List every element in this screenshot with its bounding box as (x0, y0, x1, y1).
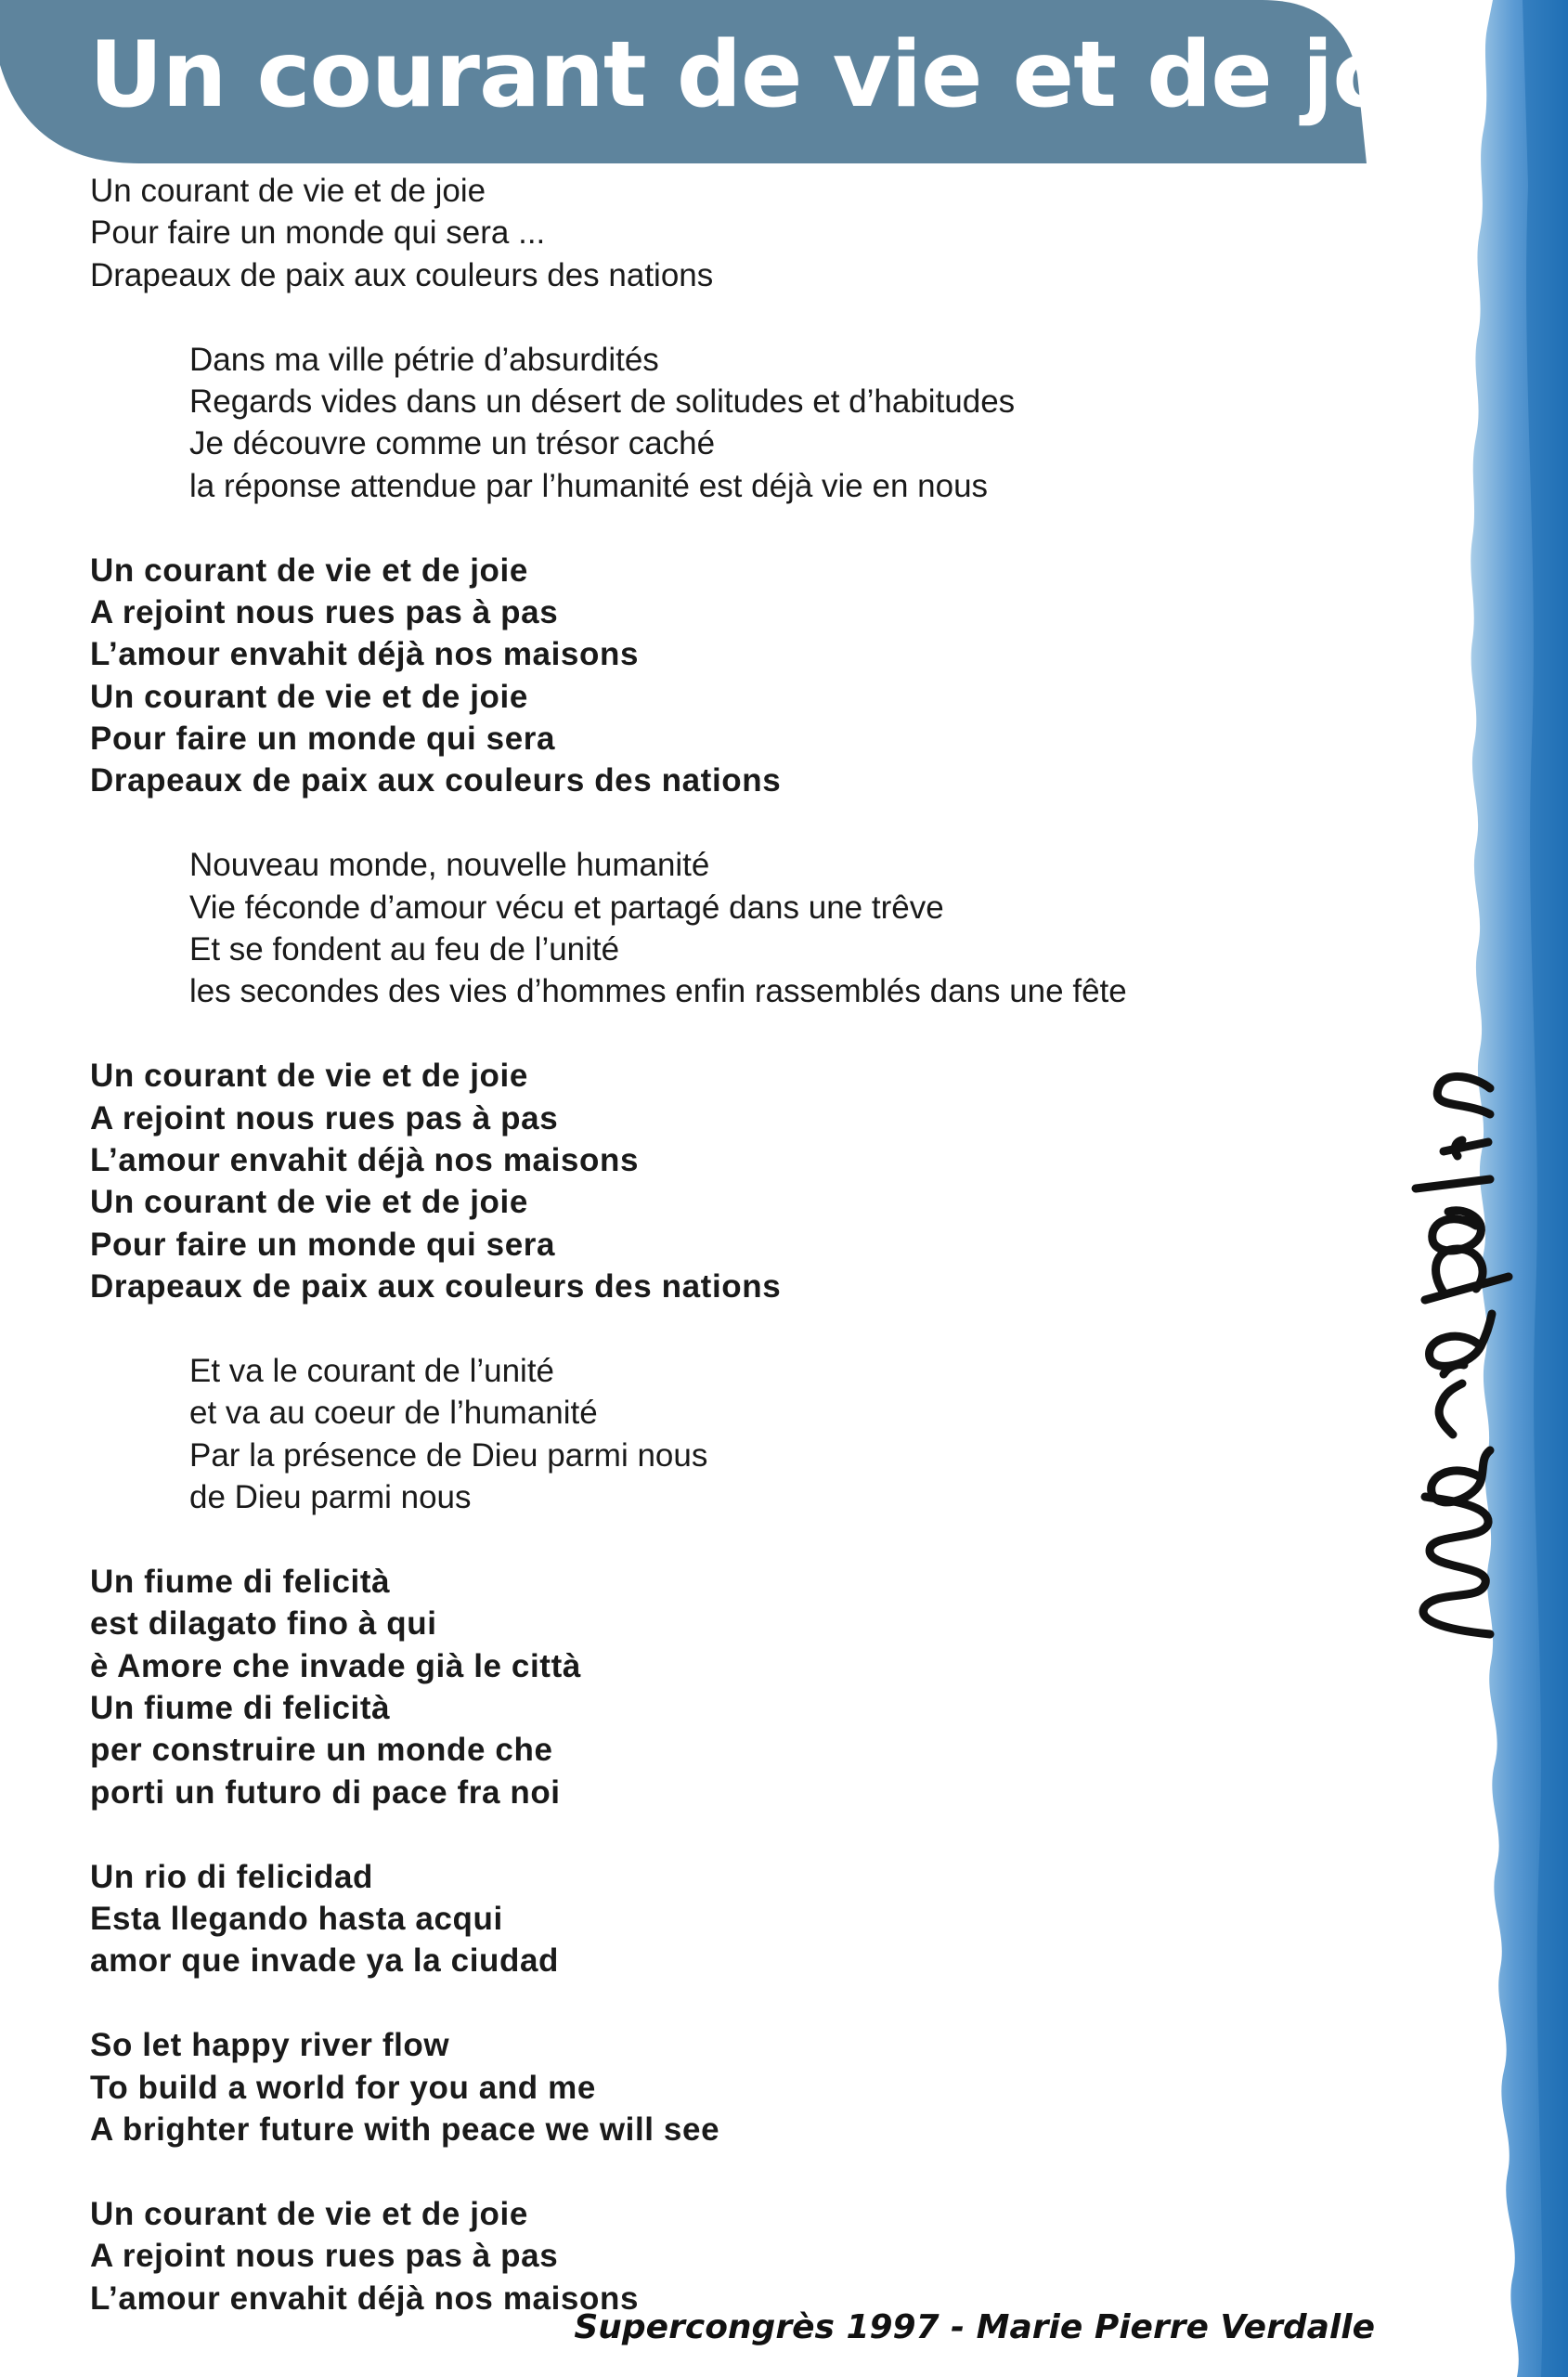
lyric-line: Drapeaux de paix aux couleurs des nations (90, 1268, 782, 1305)
intro-stanza (90, 170, 1390, 296)
lyric-line: L’amour envahit déjà nos maisons (90, 636, 640, 673)
lyric-line: Esta llegando hasta acqui (90, 1901, 503, 1938)
lyric-line: So let happy river flow (90, 2027, 450, 2064)
lyric-line: Vie féconde d’amour vécu et partagé dans une trêve (189, 889, 944, 926)
lyric-line: Un courant de vie et de joie (90, 1184, 528, 1221)
lyric-line: Un courant de vie et de joie (90, 2195, 528, 2232)
page-title: Un courant de vie et de joie (89, 22, 1485, 128)
lyric-line: Un courant de vie et de joie (90, 678, 528, 715)
verse-stanza (90, 339, 1390, 508)
lyric-line: amor que invade ya la ciudad (90, 1942, 560, 1980)
lyric-line: è Amore che invade già le città (90, 1647, 581, 1684)
mariapolis-signature (1388, 743, 1527, 1653)
lyric-line: la réponse attendue par l’humanité est déjà vie en nous (189, 467, 989, 504)
lyric-line: L’amour envahit déjà nos maisons (90, 2280, 640, 2317)
lyric-line: L’amour envahit déjà nos maisons (90, 1141, 640, 1178)
lyric-line: Un courant de vie et de joie (90, 1058, 528, 1095)
lyric-line: Un fiume di felicità (90, 1690, 391, 1727)
lyric-line: A rejoint nous rues pas à pas (90, 2238, 559, 2275)
refrain-stanza (90, 1055, 1390, 1307)
lyric-line: Regards vides dans un désert de solitudes et d’habitudes (189, 383, 1016, 420)
lyric-line: Je découvre comme un trésor caché (189, 425, 716, 462)
refrain-stanza (90, 550, 1390, 802)
lyric-line: A brighter future with peace we will see (90, 2111, 720, 2148)
lyric-line: Pour faire un monde qui sera (90, 721, 556, 758)
refrain-stanza (90, 1561, 1390, 1813)
credit-line: Supercongrès 1997 - Marie Pierre Verdalle (574, 2308, 1375, 2346)
lyric-line: de Dieu parmi nous (189, 1479, 472, 1516)
title-banner (0, 0, 1485, 163)
lyric-line: A rejoint nous rues pas à pas (90, 1099, 559, 1137)
lyric-line: Dans ma ville pétrie d’absurdités (189, 341, 659, 378)
lyric-line: Pour faire un monde qui sera ... (90, 214, 546, 252)
lyrics-body (90, 170, 1390, 2319)
lyric-line: les secondes des vies d’hommes enfin rassemblés dans une fête (189, 973, 1127, 1010)
lyric-line: Pour faire un monde qui sera (90, 1226, 556, 1263)
refrain-stanza (90, 1856, 1390, 1982)
lyric-line: Par la présence de Dieu parmi nous (189, 1436, 708, 1474)
refrain-stanza (90, 2024, 1390, 2150)
refrain-stanza (90, 2193, 1390, 2319)
lyric-line: Drapeaux de paix aux couleurs des nations (90, 256, 714, 293)
lyric-line: Un fiume di felicità (90, 1563, 391, 1600)
lyric-line: Nouveau monde, nouvelle humanité (189, 847, 710, 884)
lyric-line: To build a world for you and me (90, 2069, 596, 2106)
lyric-line: et va au coeur de l’humanité (189, 1395, 598, 1432)
lyric-line: Et va le courant de l’unité (189, 1352, 555, 1389)
verse-stanza (90, 844, 1390, 1013)
verse-stanza (90, 1350, 1390, 1519)
lyric-line: A rejoint nous rues pas à pas (90, 593, 559, 630)
lyric-line: per construire un monde che (90, 1732, 553, 1769)
lyric-line: Et se fondent au feu de l’unité (189, 931, 620, 968)
lyric-line: porti un futuro di pace fra noi (90, 1773, 561, 1811)
lyric-line: est dilagato fino à qui (90, 1605, 437, 1643)
lyric-line: Un courant de vie et de joie (90, 173, 486, 209)
lyric-line: Un courant de vie et de joie (90, 552, 528, 589)
lyric-line: Un rio di felicidad (90, 1858, 374, 1895)
lyric-line: Drapeaux de paix aux couleurs des nations (90, 762, 782, 799)
